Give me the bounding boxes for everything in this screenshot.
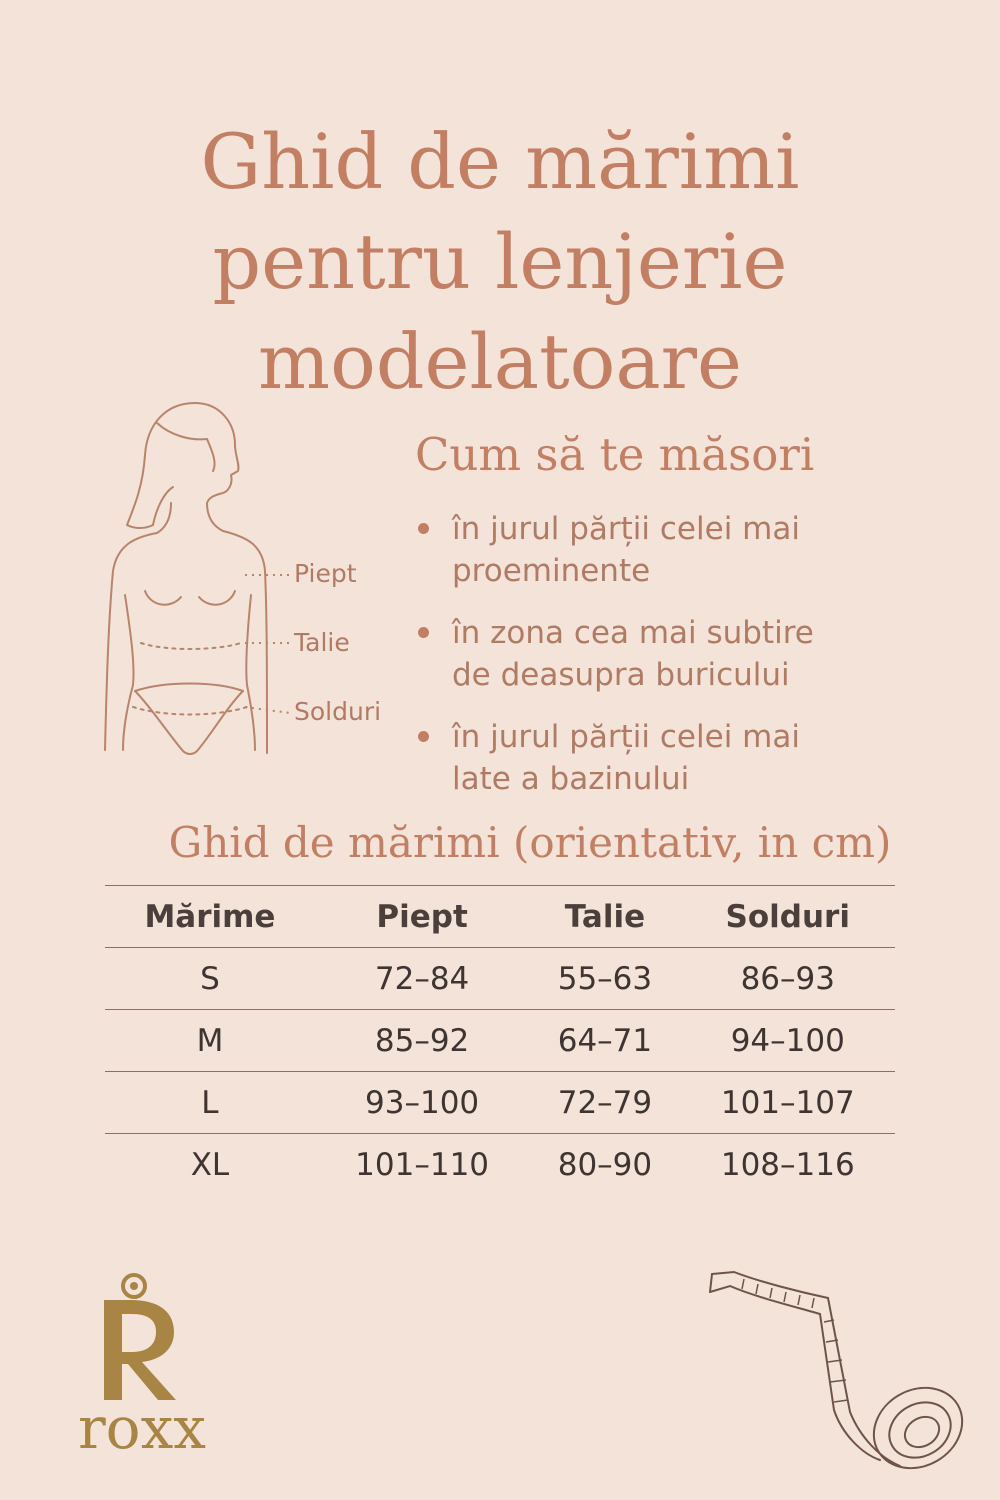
measuring-tape-icon [700,1262,970,1492]
bullet-icon [418,731,429,742]
table-row [105,1134,895,1196]
figure-label-hips: Solduri [294,697,382,726]
page-title [0,112,1000,412]
list-item [418,612,938,696]
list-item-line-1: în jurul părții celei mai [452,511,800,547]
table-header-row [105,886,895,948]
brand-logo [70,1262,220,1462]
measuring-tape-illustration [700,1262,970,1492]
header-cell-hips: Solduri [681,886,895,948]
list-item-line-2: de deasupra buricului [452,657,790,693]
bullet-icon [418,523,429,534]
logo-letter: R [70,1262,71,1263]
list-item-line-2: late a bazinului [452,761,690,797]
table-cell: 64–71 [529,1010,680,1072]
roxx-logo-icon [70,1262,220,1462]
title-line-2: pentru lenjerie [212,217,788,306]
figure-label-waist: Talie [294,628,350,657]
table-cell: M [105,1010,315,1072]
table-cell: L [105,1072,315,1134]
list-item-line-1: în zona cea mai subtire [452,615,814,651]
table-cell: S [105,948,315,1010]
how-to-measure-list [418,508,938,820]
table-cell: 55–63 [529,948,680,1010]
body-measurement-figure [95,395,395,765]
table-row [105,948,895,1010]
table-cell: 93–100 [315,1072,529,1134]
bullet-icon [418,627,429,638]
table-cell: 80–90 [529,1134,680,1196]
table-cell: 72–84 [315,948,529,1010]
table-cell: 108–116 [681,1134,895,1196]
table-cell: 101–107 [681,1072,895,1134]
list-item-line-1: în jurul părții celei mai [452,719,800,755]
table-cell: 101–110 [315,1134,529,1196]
table-row [105,1010,895,1072]
header-cell-waist: Talie [529,886,680,948]
table-cell: 94–100 [681,1010,895,1072]
list-item [418,716,938,800]
table-cell: 85–92 [315,1010,529,1072]
table-cell: 72–79 [529,1072,680,1134]
size-table [105,885,895,1195]
list-item [418,508,938,592]
title-line-3: modelatoare [258,317,742,406]
header-cell-size: Mărime [105,886,315,948]
figure-label-chest: Piept [294,559,357,588]
size-table-title: Ghid de mărimi (orientativ, in cm) [168,818,892,867]
header-cell-chest: Piept [315,886,529,948]
table-cell: XL [105,1134,315,1196]
how-to-measure-title: Cum să te măsori [415,428,815,481]
title-line-1: Ghid de mărimi [200,117,800,206]
list-item-line-2: proeminente [452,553,651,589]
table-row [105,1072,895,1134]
logo-wordmark: roxx [77,1394,207,1462]
table-cell: 86–93 [681,948,895,1010]
